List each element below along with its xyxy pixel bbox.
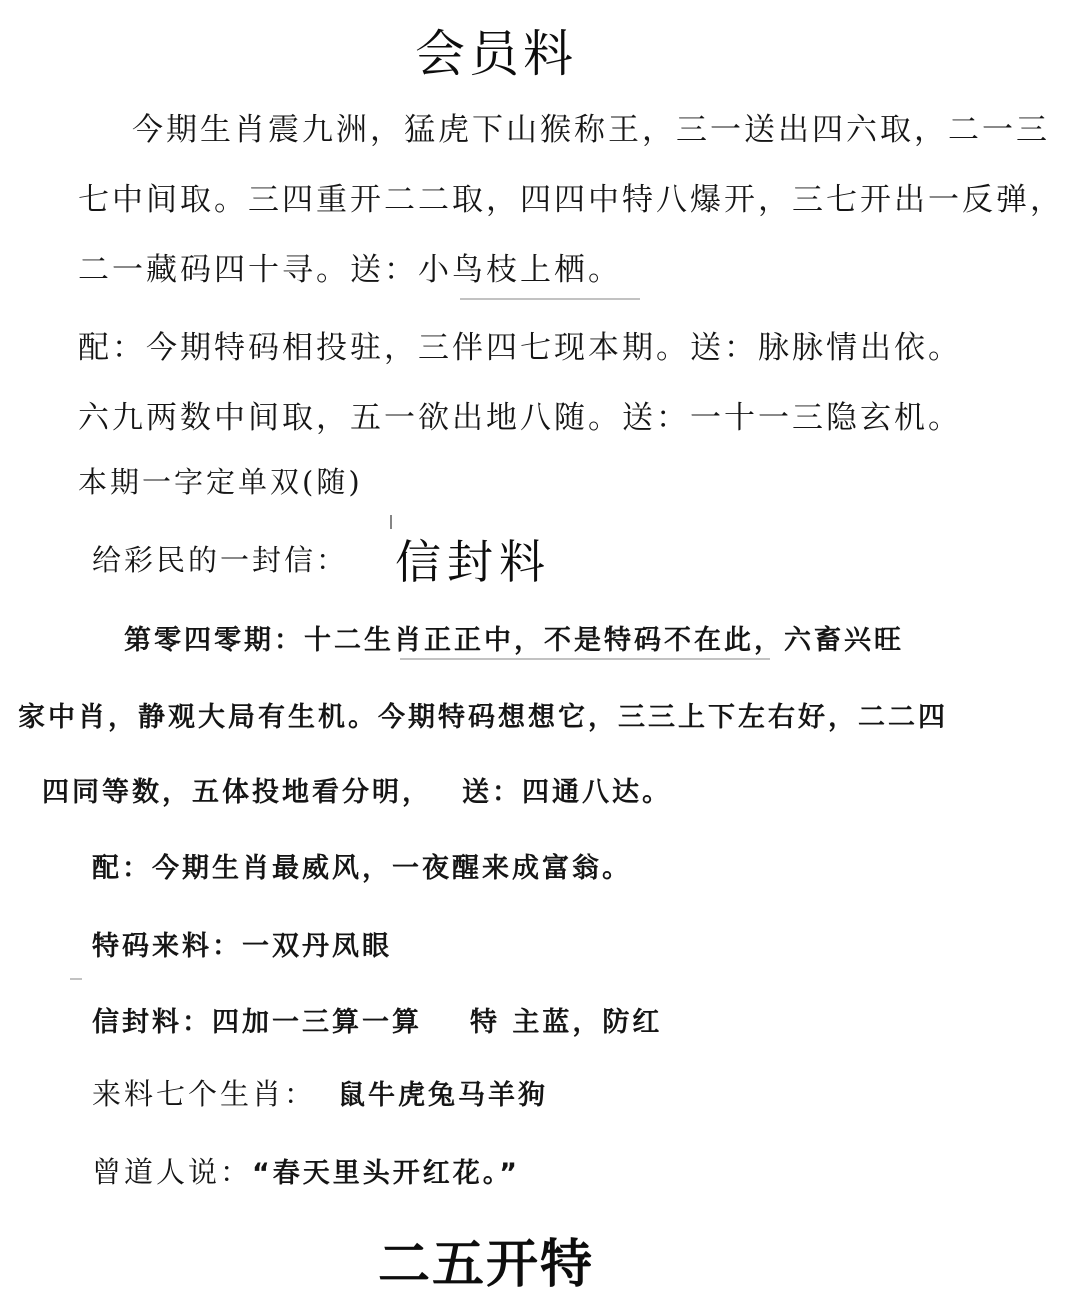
- paragraph-segment: 信封料：四加一三算一算: [92, 1007, 422, 1038]
- paragraph-line: [92, 1072, 548, 1113]
- scan-speck: [70, 978, 82, 980]
- paragraph-segment: 特 主蓝，防红: [470, 1007, 663, 1038]
- scan-speck: [400, 658, 770, 660]
- paragraph-line: 今期生肖震九洲，猛虎下山猴称王，三一送出四六取，二一三: [132, 112, 1050, 148]
- paragraph-line: [42, 770, 672, 809]
- paragraph-segment: 来料七个生肖：: [92, 1077, 317, 1111]
- footer-title: 二五开特: [378, 1235, 595, 1295]
- paragraph-segment: 四同等数，五体投地看分明，: [42, 777, 432, 808]
- scan-speck: [390, 515, 392, 529]
- paragraph-segment: 送：四通八达。: [462, 777, 672, 808]
- paragraph-line: 二一藏码四十寻。送：小鸟枝上栖。: [78, 252, 622, 288]
- paragraph-segment: 曾道人说：: [92, 1155, 253, 1189]
- paragraph-line: [92, 1000, 662, 1039]
- paragraph-line: 配：今期特码相投驻，三伴四七现本期。送：脉脉情出依。: [78, 330, 962, 366]
- page-title: 会员料: [415, 25, 577, 83]
- paragraph-line: [92, 1150, 520, 1191]
- paragraph-line: 配：今期生肖最威风，一夜醒来成富翁。: [92, 853, 632, 884]
- paragraph-line: 第零四零期：十二生肖正正中，不是特码不在此，六畜兴旺: [124, 625, 904, 656]
- letter-title: 信封料: [395, 535, 551, 589]
- scan-speck: [460, 298, 640, 300]
- paragraph-line: 家中肖，静观大局有生机。今期特码想想它，三三上下左右好，二二四: [18, 702, 948, 733]
- paragraph-segment: “春天里头开红花。”: [252, 1158, 521, 1189]
- paragraph-segment: 鼠牛虎兔马羊狗: [338, 1080, 549, 1111]
- paragraph-line: 七中间取。三四重开二二取，四四中特八爆开，三七开出一反弹，: [78, 182, 1064, 218]
- paragraph-line: 六九两数中间取，五一欲出地八随。送：一十一三隐玄机。: [78, 400, 962, 436]
- paragraph-line: 本期一字定单双(随): [78, 465, 363, 499]
- paragraph-line: 特码来料：一双丹凤眼: [92, 931, 392, 962]
- letter-label: 给彩民的一封信：: [92, 543, 349, 577]
